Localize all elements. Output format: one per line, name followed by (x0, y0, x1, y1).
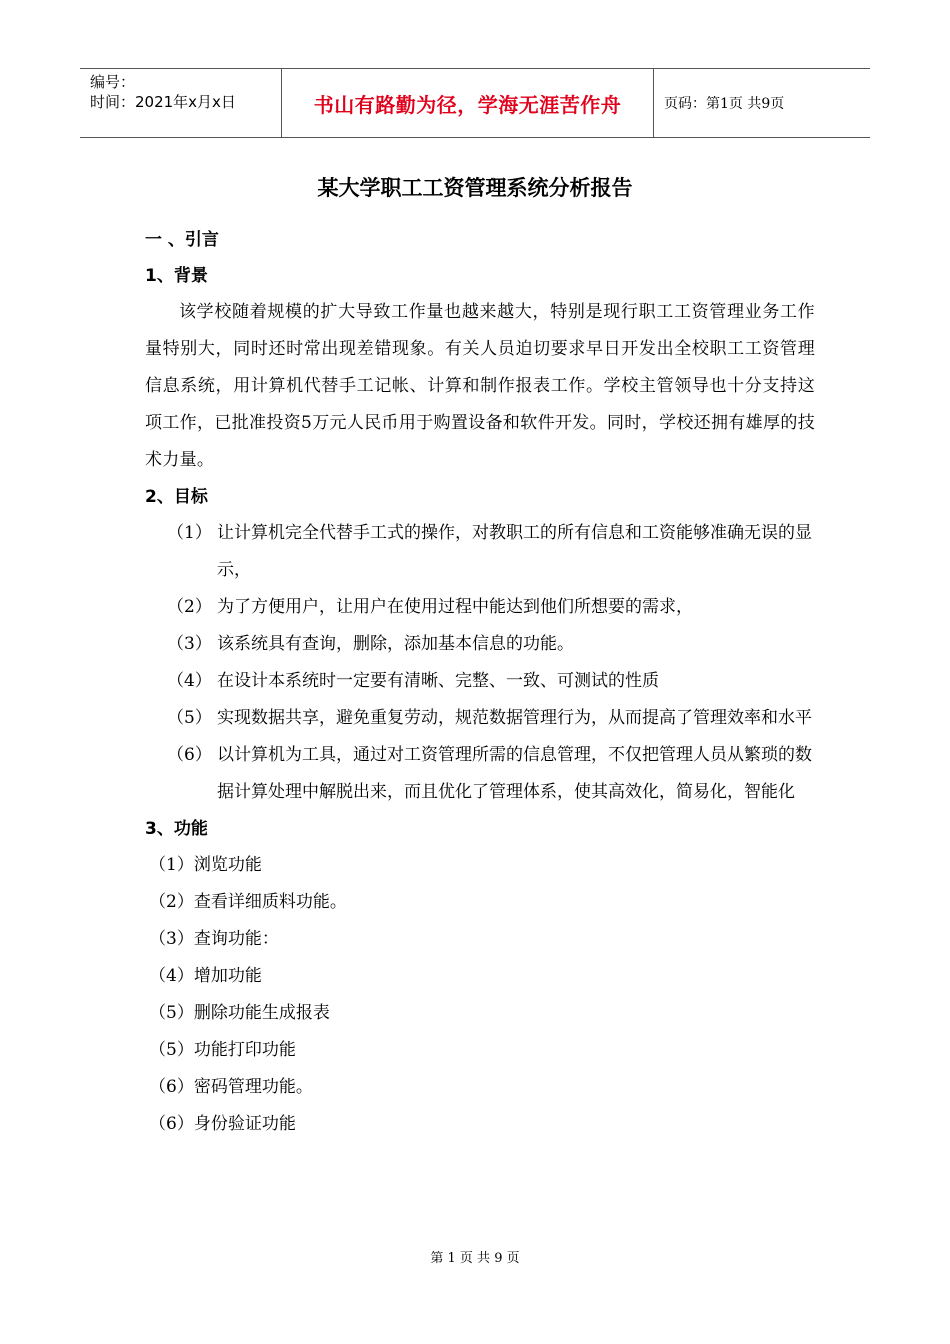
goal-text: 实现数据共享，避免重复劳动，规范数据管理行为，从而提高了管理效率和水平 (217, 708, 812, 728)
header-meta-cell (80, 69, 281, 137)
goal-number: （2） (167, 597, 212, 617)
motto-text: 书山有路勤为径，学海无涯苦作舟 (313, 92, 622, 117)
page-info-cell (654, 69, 870, 137)
page-info: 页码：第1页 共9页 (664, 96, 785, 112)
background-heading: 1、背景 (145, 266, 208, 286)
background-paragraph: 该学校随着规模的扩大导致工作量也越来越大，特别是现行职工工资管理业务工作量特别大，同时还时常出现差错现象。有关人员迫切要求早日开发出全校职工工资管理信息系统，用计算机代替手工记帐、计算和制作报表工作。学校主管领导也十分支持这项工作，已批准投资5万元人民币用于购置设备和软件开发。同时，学校还拥有雄厚的技术力量。 (145, 302, 815, 470)
goal-item (145, 626, 815, 663)
goal-text: 在设计本系统时一定要有清晰、完整、一致、可测试的性质 (217, 671, 659, 691)
function-item: （2）查看详细质料功能。 (149, 892, 347, 912)
goal-text: 以计算机为工具，通过对工资管理所需的信息管理，不仅把管理人员从繁琐的数据计算处理中解脱出来，而且优化了管理体系，使其高效化，简易化，智能化 (217, 745, 812, 802)
function-item: （6）密码管理功能。 (149, 1077, 313, 1097)
goal-number: （1） (167, 523, 212, 543)
goal-heading: 2、目标 (145, 487, 208, 507)
number-label: 编号： (90, 73, 136, 91)
function-heading: 3、功能 (145, 819, 208, 839)
goal-text: 让计算机完全代替手工式的操作，对教职工的所有信息和工资能够准确无误的显示， (217, 523, 812, 580)
goal-text: 该系统具有查询，删除，添加基本信息的功能。 (217, 634, 574, 654)
function-item: （5）功能打印功能 (149, 1040, 296, 1060)
goal-item (145, 663, 815, 700)
goal-item (145, 589, 815, 626)
header-table (80, 68, 870, 138)
intro-heading: 一 、引言 (145, 230, 219, 250)
goal-text: 为了方便用户，让用户在使用过程中能达到他们所想要的需求， (217, 597, 693, 617)
page-footer: 第 1 页 共 9 页 (430, 1251, 520, 1266)
goal-item (145, 737, 815, 811)
document-body (145, 222, 815, 1143)
time-label: 时间：2021年x月x日 (90, 93, 236, 111)
function-item: （6）身份验证功能 (149, 1114, 296, 1134)
goal-number: （5） (167, 708, 212, 728)
function-item: （1）浏览功能 (149, 855, 262, 875)
goal-number: （4） (167, 671, 212, 691)
function-item: （4）增加功能 (149, 966, 262, 986)
goal-number: （6） (167, 745, 212, 765)
document-title: 某大学职工工资管理系统分析报告 (317, 176, 633, 200)
goal-number: （3） (167, 634, 212, 654)
function-item: （5）删除功能生成报表 (149, 1003, 330, 1023)
goal-item (145, 700, 815, 737)
function-item: （3）查询功能： (149, 929, 279, 949)
motto-cell (281, 69, 654, 137)
goal-item (145, 515, 815, 589)
